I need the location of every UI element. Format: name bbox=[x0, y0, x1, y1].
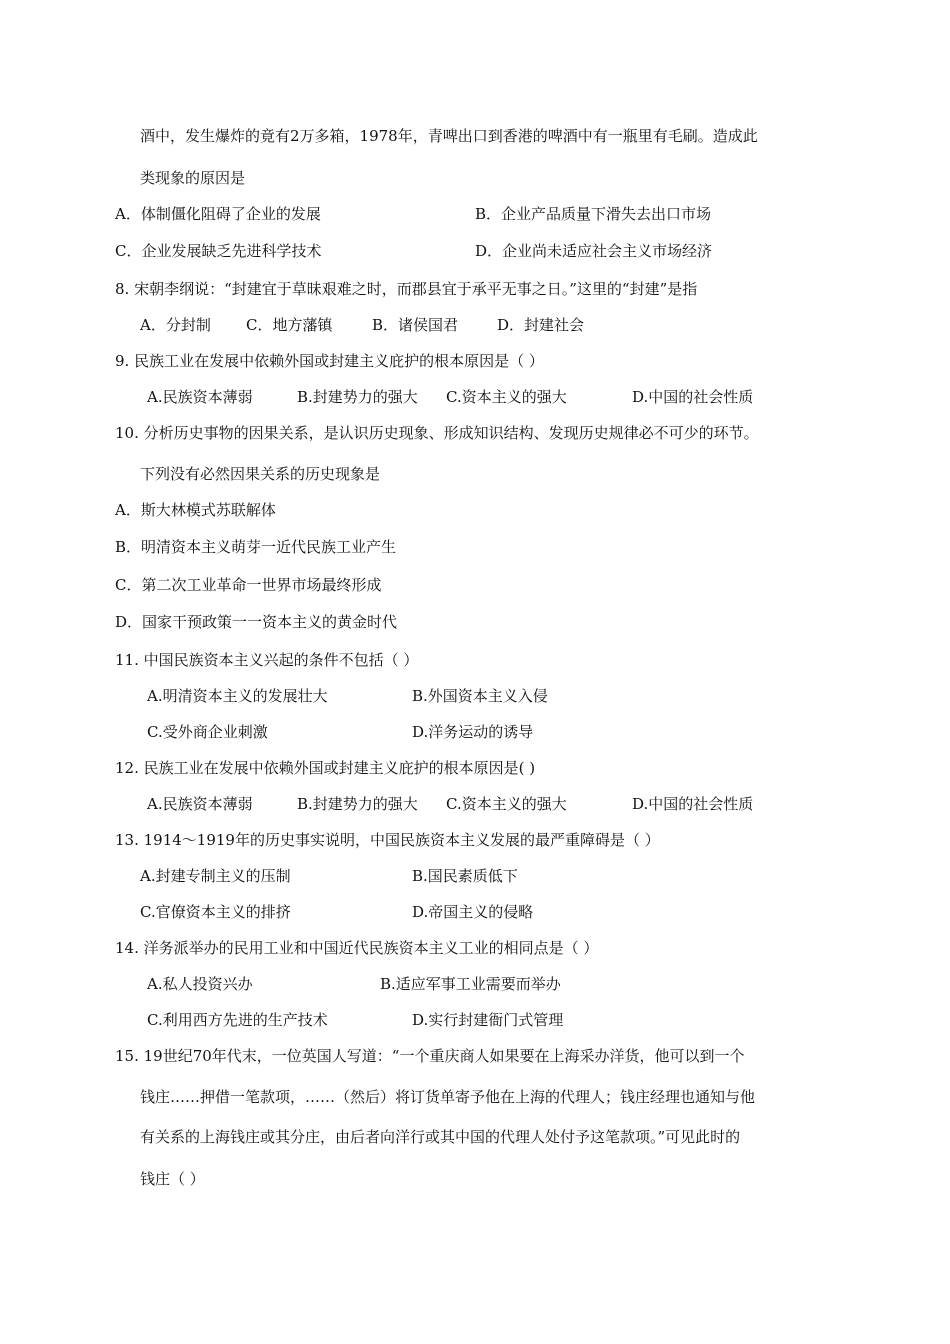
q11-option-c: C.受外商企业刺激 bbox=[147, 723, 268, 741]
q10-stem-line1: 10. 分析历史事物的因果关系，是认识历史现象、形成知识结构、发现历史规律必不可少的环节。 bbox=[115, 424, 759, 442]
q14-stem: 14. 洋务派举办的民用工业和中国近代民族资本主义工业的相同点是（ ） bbox=[115, 939, 599, 957]
q14-option-a: A.私人投资兴办 bbox=[147, 975, 253, 993]
q15-stem-line2: 钱庄……押借一笔款项，……（然后）将订货单寄予他在上海的代理人；钱庄经理也通知与他 bbox=[140, 1088, 756, 1106]
q8-option-b: B．诸侯国君 bbox=[372, 316, 459, 334]
q10-option-a: A．斯大林模式苏联解体 bbox=[115, 501, 276, 519]
q12-stem: 12. 民族工业在发展中依赖外国或封建主义庇护的根本原因是( ) bbox=[115, 759, 536, 777]
q9-stem: 9. 民族工业在发展中依赖外国或封建主义庇护的根本原因是（ ） bbox=[115, 352, 544, 370]
q11-option-a: A.明清资本主义的发展壮大 bbox=[147, 687, 328, 705]
q11-option-d: D.洋务运动的诱导 bbox=[412, 723, 534, 741]
q7-stem-line2: 类现象的原因是 bbox=[140, 169, 246, 187]
q8-option-c: C．地方藩镇 bbox=[246, 316, 333, 334]
q10-option-b: B．明清资本主义萌芽一近代民族工业产生 bbox=[115, 538, 397, 556]
q14-option-d: D.实行封建衙门式管理 bbox=[412, 1011, 564, 1029]
q15-stem-line1: 15. 19世纪70年代末，一位英国人写道：“一个重庆商人如果要在上海采办洋货，他可以到一个 bbox=[115, 1047, 745, 1065]
q12-option-c: C.资本主义的强大 bbox=[446, 795, 567, 813]
q7-stem-line1: 酒中，发生爆炸的竟有2万多箱，1978年，青啤出口到香港的啤酒中有一瓶里有毛刷。造成此 bbox=[140, 127, 758, 145]
q11-option-b: B.外国资本主义入侵 bbox=[412, 687, 548, 705]
q14-option-b: B.适应军事工业需要而举办 bbox=[380, 975, 561, 993]
q13-stem: 13. 1914～1919年的历史事实说明，中国民族资本主义发展的最严重障碍是（ ） bbox=[115, 831, 660, 849]
q13-option-a: A.封建专制主义的压制 bbox=[140, 867, 291, 885]
q13-option-d: D.帝国主义的侵略 bbox=[412, 903, 534, 921]
q7-option-a: A．体制僵化阻碍了企业的发展 bbox=[115, 205, 321, 223]
q7-option-d: D．企业尚未适应社会主义市场经济 bbox=[475, 242, 713, 260]
q14-option-c: C.利用西方先进的生产技术 bbox=[147, 1011, 328, 1029]
q12-option-d: D.中国的社会性质 bbox=[632, 795, 754, 813]
q9-option-c: C.资本主义的强大 bbox=[446, 388, 567, 406]
q10-stem-line2: 下列没有必然因果关系的历史现象是 bbox=[140, 465, 381, 483]
q15-stem-line3: 有关系的上海钱庄或其分庄，由后者向洋行或其中国的代理人处付予这笔款项。”可见此时的 bbox=[140, 1128, 741, 1146]
q12-option-b: B.封建势力的强大 bbox=[297, 795, 418, 813]
q9-option-b: B.封建势力的强大 bbox=[297, 388, 418, 406]
q10-option-d: D．国家干预政策一一资本主义的黄金时代 bbox=[115, 613, 398, 631]
q7-option-c: C．企业发展缺乏先进科学技术 bbox=[115, 242, 322, 260]
q10-option-c: C．第二次工业革命一世界市场最终形成 bbox=[115, 576, 382, 594]
q8-option-a: A．分封制 bbox=[140, 316, 211, 334]
q9-option-a: A.民族资本薄弱 bbox=[147, 388, 253, 406]
q15-stem-line4: 钱庄（ ） bbox=[140, 1170, 205, 1188]
q13-option-b: B.国民素质低下 bbox=[412, 867, 518, 885]
q12-option-a: A.民族资本薄弱 bbox=[147, 795, 253, 813]
q9-option-d: D.中国的社会性质 bbox=[632, 388, 754, 406]
q11-stem: 11. 中国民族资本主义兴起的条件不包括（ ） bbox=[115, 651, 419, 669]
q8-option-d: D．封建社会 bbox=[497, 316, 585, 334]
q7-option-b: B．企业产品质量下滑失去出口市场 bbox=[475, 205, 712, 223]
q13-option-c: C.官僚资本主义的排挤 bbox=[140, 903, 291, 921]
q8-stem: 8. 宋朝李纲说：“封建宜于草昧艰难之时，而郡县宜于承平无事之日。”这里的“封建”是指 bbox=[115, 280, 698, 298]
